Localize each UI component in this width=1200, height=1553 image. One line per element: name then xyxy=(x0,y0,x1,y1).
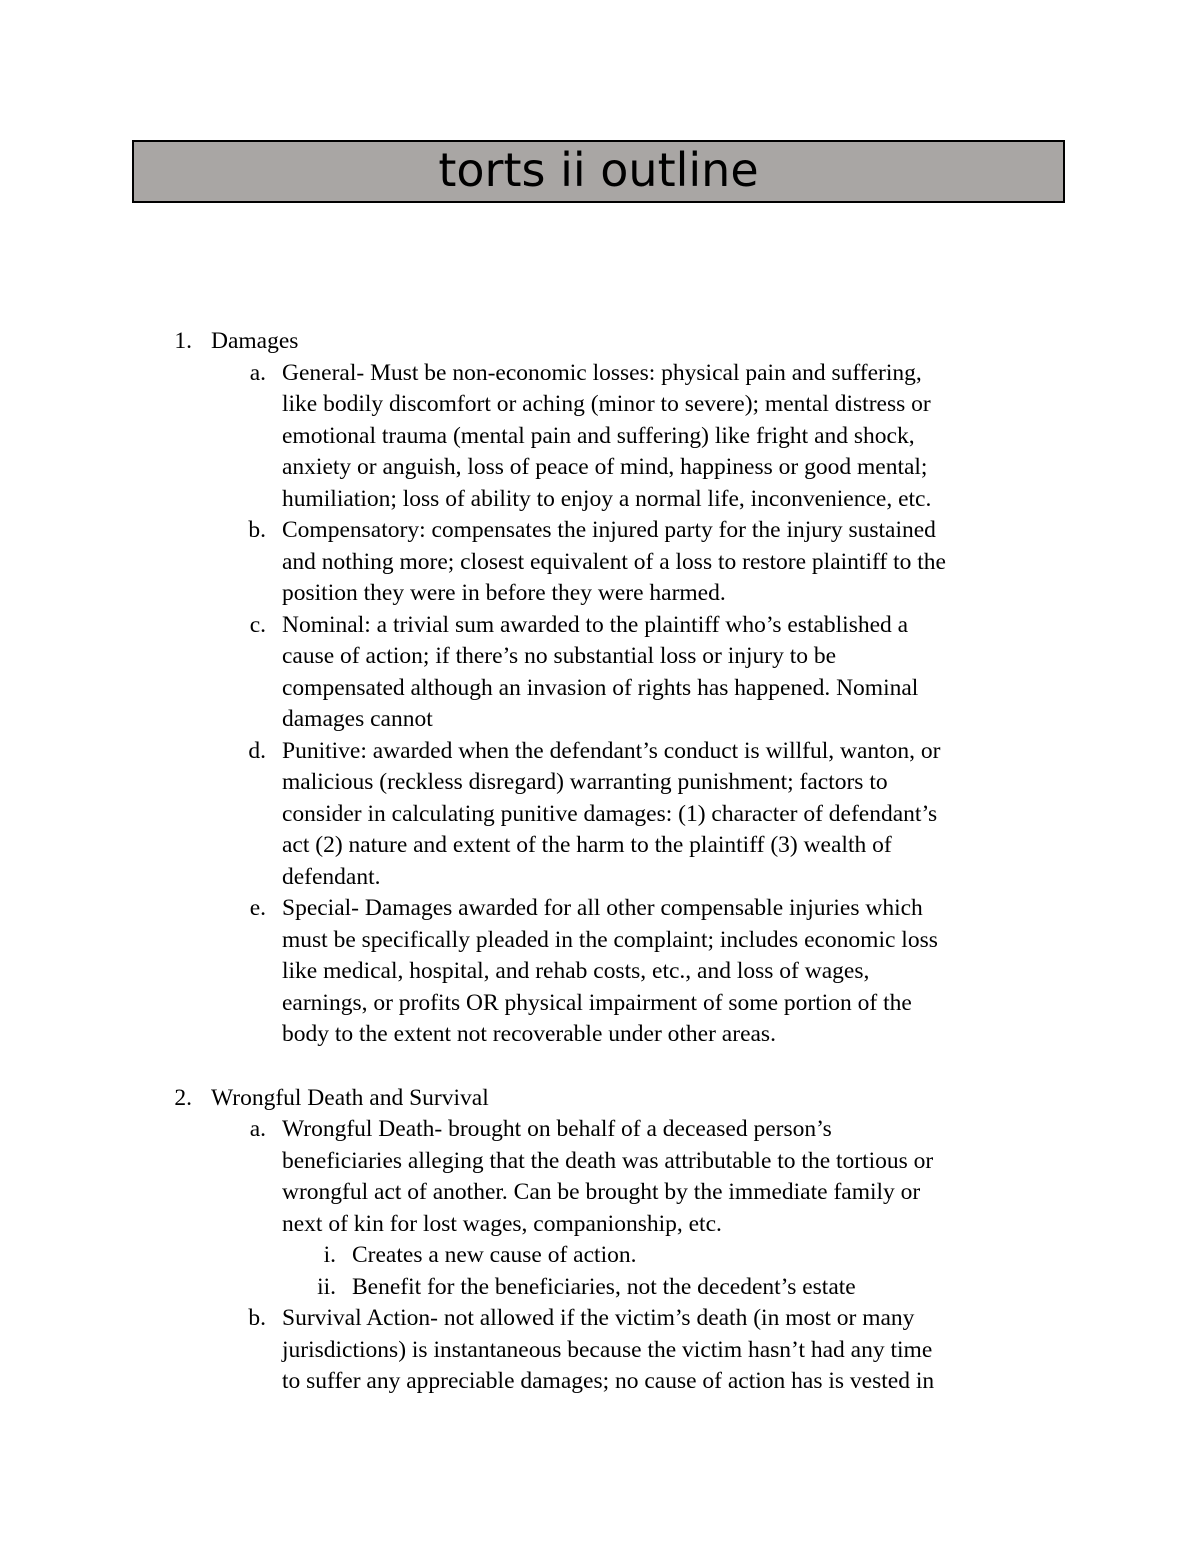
item-line: Wrongful Death- brought on behalf of a deceased person’s xyxy=(282,1116,832,1142)
item-line: consider in calculating punitive damages: (1) character of defendant’s xyxy=(282,800,938,827)
item-letter: d. xyxy=(248,737,266,764)
item-line: and nothing more; closest equivalent of a loss to restore plaintiff to the xyxy=(282,548,946,575)
sub-item-new-cause xyxy=(0,1240,1052,1272)
outline-body xyxy=(0,326,1200,1398)
item-line: next of kin for lost wages, companionship, etc. xyxy=(282,1210,722,1237)
item-line: body to the extent not recoverable under other areas. xyxy=(282,1021,776,1047)
item-line: position they were in before they were harmed. xyxy=(282,580,726,606)
item-letter: b. xyxy=(248,517,266,543)
item-line: must be specifically pleaded in the complaint; includes economic loss xyxy=(282,926,938,953)
sub-item-text: Benefit for the beneficiaries, not the decedent’s estate xyxy=(352,1273,856,1300)
title-banner xyxy=(132,140,1065,203)
list-item-general-damages xyxy=(0,358,1082,516)
item-line: emotional trauma (mental pain and suffering) like fright and shock, xyxy=(282,422,915,449)
section-number: 1. xyxy=(174,328,192,354)
sub-item-text: Creates a new cause of action. xyxy=(352,1242,637,1268)
item-letter: b. xyxy=(248,1305,266,1331)
section-wrongful-death xyxy=(0,1083,1200,1115)
item-line: Compensatory: compensates the injured party for the injury sustained xyxy=(282,517,936,543)
item-line: anxiety or anguish, loss of peace of mind, happiness or good mental; xyxy=(282,454,928,480)
item-line: defendant. xyxy=(282,863,381,890)
list-item-punitive-damages xyxy=(0,736,1082,894)
item-line: cause of action; if there’s no substantial loss or injury to be xyxy=(282,643,837,669)
item-line: to suffer any appreciable damages; no cause of action has is vested in xyxy=(282,1368,935,1394)
item-line: Special- Damages awarded for all other compensable injuries which xyxy=(282,895,923,921)
section-number: 2. xyxy=(174,1084,192,1111)
item-line: malicious (reckless disregard) warranting punishment; factors to xyxy=(282,769,888,795)
item-line: like bodily discomfort or aching (minor to severe); mental distress or xyxy=(282,391,931,417)
item-line: humiliation; loss of ability to enjoy a normal life, inconvenience, etc. xyxy=(282,485,932,512)
list-item-survival-action xyxy=(0,1303,1082,1398)
item-line: compensated although an invasion of rights has happened. Nominal xyxy=(282,674,919,701)
item-line: General- Must be non-economic losses: physical pain and suffering, xyxy=(282,359,922,386)
item-line: act (2) nature and extent of the harm to the plaintiff (3) wealth of xyxy=(282,832,892,858)
sub-item-roman: i. xyxy=(323,1242,336,1268)
item-line: Survival Action- not allowed if the victim’s death (in most or many xyxy=(282,1305,915,1331)
item-line: beneficiaries alleging that the death was attributable to the tortious or xyxy=(282,1147,934,1174)
item-line: like medical, hospital, and rehab costs, etc., and loss of wages, xyxy=(282,958,870,984)
list-item-special-damages xyxy=(0,893,1082,1051)
section-heading: Damages xyxy=(211,328,299,354)
item-line: wrongful act of another. Can be brought by the immediate family or xyxy=(282,1179,921,1205)
item-line: Punitive: awarded when the defendant’s conduct is willful, wanton, or xyxy=(282,737,941,764)
item-line: earnings, or profits OR physical impairment of some portion of the xyxy=(282,989,912,1016)
item-letter: c. xyxy=(249,611,266,638)
section-damages xyxy=(0,326,1200,358)
item-letter: e. xyxy=(249,895,266,921)
section-spacer xyxy=(0,1051,1200,1083)
sub-item-beneficiaries xyxy=(0,1272,1052,1304)
list-item-nominal-damages xyxy=(0,610,1082,736)
sub-item-roman: ii. xyxy=(317,1273,336,1300)
page-title: torts ii outline xyxy=(438,142,759,197)
item-line: Nominal: a trivial sum awarded to the plaintiff who’s established a xyxy=(282,611,909,638)
section-heading: Wrongful Death and Survival xyxy=(211,1084,489,1111)
item-line: jurisdictions) is instantaneous because the victim hasn’t had any time xyxy=(282,1336,933,1363)
item-letter: a. xyxy=(249,359,266,386)
list-item-wrongful-death xyxy=(0,1114,1082,1240)
list-item-compensatory-damages xyxy=(0,515,1082,610)
item-line: damages cannot xyxy=(282,706,433,732)
item-letter: a. xyxy=(249,1116,266,1142)
